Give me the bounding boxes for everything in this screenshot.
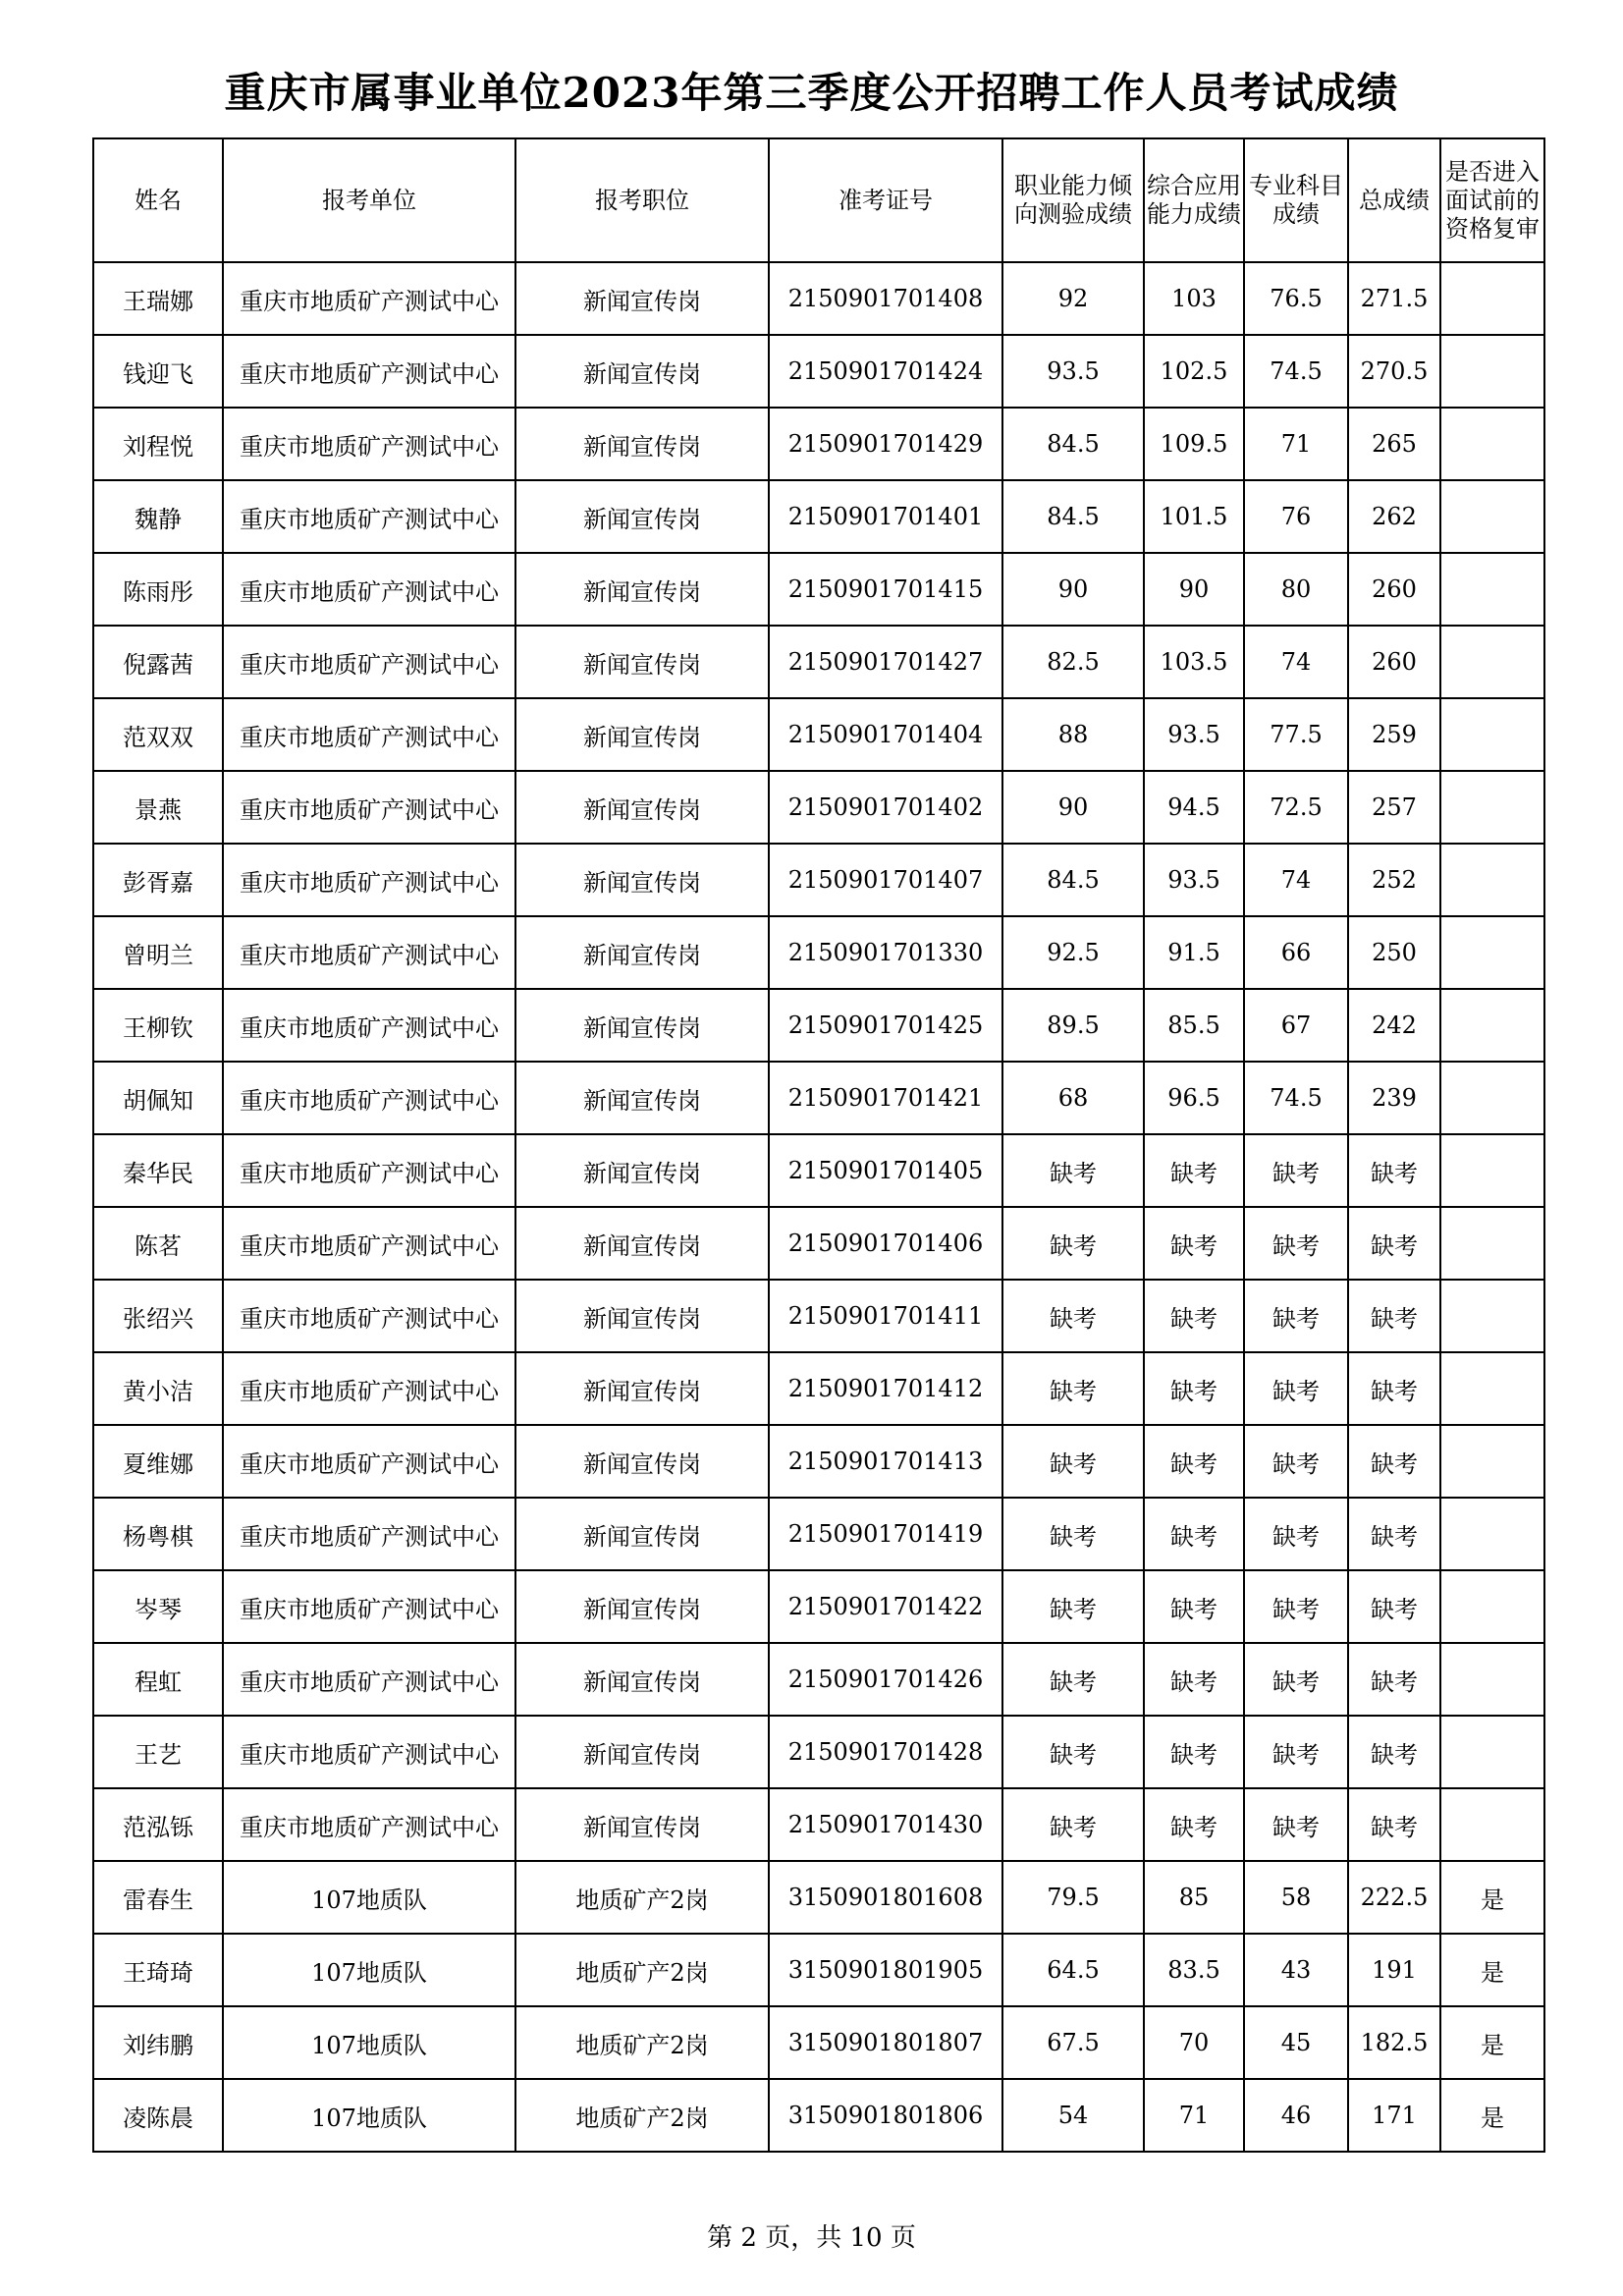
aptitude-score-cell: 79.5 [1002,1861,1144,1934]
table-row [93,1861,1544,1934]
ticket-number-cell: 2150901701426 [769,1643,1002,1716]
specialty-score-cell: 77.5 [1244,698,1348,771]
total-score-cell: 缺考 [1348,1716,1440,1788]
aptitude-score-cell: 89.5 [1002,989,1144,1062]
total-score-cell: 259 [1348,698,1440,771]
name-cell: 张绍兴 [93,1280,223,1352]
specialty-score-cell: 缺考 [1244,1207,1348,1280]
position-cell: 地质矿产2岗 [515,2006,769,2079]
specialty-score-cell: 43 [1244,1934,1348,2006]
specialty-score-cell: 74 [1244,626,1348,698]
position-cell: 新闻宣传岗 [515,553,769,626]
table-row [93,553,1544,626]
table-row [93,262,1544,335]
position-cell: 新闻宣传岗 [515,1788,769,1861]
ticket-number-cell: 3150901801905 [769,1934,1002,2006]
unit-cell: 重庆市地质矿产测试中心 [223,408,515,480]
comprehensive-score-cell: 103.5 [1144,626,1244,698]
position-cell: 新闻宣传岗 [515,916,769,989]
unit-cell: 重庆市地质矿产测试中心 [223,1716,515,1788]
qualification-review-cell [1440,262,1544,335]
specialty-score-cell: 72.5 [1244,771,1348,844]
aptitude-score-cell: 92.5 [1002,916,1144,989]
unit-cell: 重庆市地质矿产测试中心 [223,1280,515,1352]
specialty-score-cell: 71 [1244,408,1348,480]
comprehensive-score-cell: 103 [1144,262,1244,335]
table-row [93,1934,1544,2006]
name-cell: 夏维娜 [93,1425,223,1498]
ticket-number-cell: 2150901701405 [769,1134,1002,1207]
unit-cell: 重庆市地质矿产测试中心 [223,698,515,771]
comprehensive-score-cell: 90 [1144,553,1244,626]
position-cell: 新闻宣传岗 [515,1716,769,1788]
total-score-cell: 239 [1348,1062,1440,1134]
aptitude-score-cell: 84.5 [1002,408,1144,480]
aptitude-score-cell: 缺考 [1002,1716,1144,1788]
comprehensive-score-cell: 94.5 [1144,771,1244,844]
aptitude-score-cell: 缺考 [1002,1643,1144,1716]
aptitude-score-cell: 68 [1002,1062,1144,1134]
qualification-review-cell [1440,1134,1544,1207]
name-cell: 钱迎飞 [93,335,223,408]
qualification-review-cell [1440,1643,1544,1716]
name-cell: 陈雨彤 [93,553,223,626]
comprehensive-score-cell: 109.5 [1144,408,1244,480]
comprehensive-score-cell: 缺考 [1144,1134,1244,1207]
unit-cell: 重庆市地质矿产测试中心 [223,989,515,1062]
total-score-cell: 250 [1348,916,1440,989]
name-cell: 范双双 [93,698,223,771]
aptitude-score-cell: 缺考 [1002,1425,1144,1498]
header-specialty-score: 专业科目成绩 [1244,138,1348,262]
qualification-review-cell [1440,1716,1544,1788]
position-cell: 新闻宣传岗 [515,335,769,408]
position-cell: 新闻宣传岗 [515,1352,769,1425]
total-score-cell: 262 [1348,480,1440,553]
unit-cell: 重庆市地质矿产测试中心 [223,1352,515,1425]
total-score-cell: 182.5 [1348,2006,1440,2079]
name-cell: 胡佩知 [93,1062,223,1134]
ticket-number-cell: 3150901801807 [769,2006,1002,2079]
qualification-review-cell [1440,1207,1544,1280]
unit-cell: 重庆市地质矿产测试中心 [223,553,515,626]
ticket-number-cell: 2150901701401 [769,480,1002,553]
aptitude-score-cell: 缺考 [1002,1280,1144,1352]
comprehensive-score-cell: 102.5 [1144,335,1244,408]
total-score-cell: 缺考 [1348,1280,1440,1352]
specialty-score-cell: 58 [1244,1861,1348,1934]
aptitude-score-cell: 缺考 [1002,1498,1144,1570]
qualification-review-cell [1440,844,1544,916]
position-cell: 新闻宣传岗 [515,1280,769,1352]
aptitude-score-cell: 90 [1002,771,1144,844]
ticket-number-cell: 2150901701421 [769,1062,1002,1134]
ticket-number-cell: 2150901701415 [769,553,1002,626]
qualification-review-cell [1440,408,1544,480]
total-score-cell: 缺考 [1348,1352,1440,1425]
comprehensive-score-cell: 85.5 [1144,989,1244,1062]
qualification-review-cell [1440,916,1544,989]
total-score-cell: 265 [1348,408,1440,480]
total-score-cell: 257 [1348,771,1440,844]
aptitude-score-cell: 92 [1002,262,1144,335]
comprehensive-score-cell: 缺考 [1144,1570,1244,1643]
total-score-cell: 222.5 [1348,1861,1440,1934]
qualification-review-cell: 是 [1440,2079,1544,2152]
position-cell: 新闻宣传岗 [515,408,769,480]
table-row [93,698,1544,771]
qualification-review-cell [1440,1425,1544,1498]
table-header-row [93,138,1544,262]
comprehensive-score-cell: 93.5 [1144,698,1244,771]
comprehensive-score-cell: 缺考 [1144,1716,1244,1788]
ticket-number-cell: 2150901701404 [769,698,1002,771]
score-table [92,137,1545,2153]
comprehensive-score-cell: 101.5 [1144,480,1244,553]
header-total-score: 总成绩 [1348,138,1440,262]
unit-cell: 重庆市地质矿产测试中心 [223,1207,515,1280]
ticket-number-cell: 2150901701424 [769,335,1002,408]
table-row [93,408,1544,480]
comprehensive-score-cell: 96.5 [1144,1062,1244,1134]
total-score-cell: 缺考 [1348,1425,1440,1498]
ticket-number-cell: 2150901701428 [769,1716,1002,1788]
total-score-cell: 缺考 [1348,1498,1440,1570]
header-comprehensive-score: 综合应用能力成绩 [1144,138,1244,262]
position-cell: 新闻宣传岗 [515,698,769,771]
ticket-number-cell: 2150901701411 [769,1280,1002,1352]
table-row [93,626,1544,698]
specialty-score-cell: 76 [1244,480,1348,553]
position-cell: 新闻宣传岗 [515,1134,769,1207]
name-cell: 杨粤棋 [93,1498,223,1570]
ticket-number-cell: 2150901701429 [769,408,1002,480]
unit-cell: 重庆市地质矿产测试中心 [223,262,515,335]
comprehensive-score-cell: 缺考 [1144,1788,1244,1861]
unit-cell: 重庆市地质矿产测试中心 [223,916,515,989]
specialty-score-cell: 缺考 [1244,1280,1348,1352]
specialty-score-cell: 74.5 [1244,1062,1348,1134]
total-score-cell: 252 [1348,844,1440,916]
position-cell: 新闻宣传岗 [515,1425,769,1498]
unit-cell: 重庆市地质矿产测试中心 [223,1498,515,1570]
unit-cell: 107地质队 [223,1861,515,1934]
aptitude-score-cell: 84.5 [1002,480,1144,553]
qualification-review-cell [1440,1280,1544,1352]
ticket-number-cell: 2150901701407 [769,844,1002,916]
specialty-score-cell: 缺考 [1244,1570,1348,1643]
position-cell: 新闻宣传岗 [515,771,769,844]
total-score-cell: 270.5 [1348,335,1440,408]
table-row [93,1062,1544,1134]
table-row [93,1134,1544,1207]
specialty-score-cell: 缺考 [1244,1643,1348,1716]
header-position: 报考职位 [515,138,769,262]
ticket-number-cell: 2150901701419 [769,1498,1002,1570]
position-cell: 新闻宣传岗 [515,844,769,916]
ticket-number-cell: 2150901701406 [769,1207,1002,1280]
qualification-review-cell [1440,771,1544,844]
unit-cell: 重庆市地质矿产测试中心 [223,1425,515,1498]
name-cell: 陈茗 [93,1207,223,1280]
specialty-score-cell: 缺考 [1244,1498,1348,1570]
table-row [93,1207,1544,1280]
page-title: 重庆市属事业单位2023年第三季度公开招聘工作人员考试成绩 [224,69,1399,117]
name-cell: 岑琴 [93,1570,223,1643]
comprehensive-score-cell: 93.5 [1144,844,1244,916]
aptitude-score-cell: 84.5 [1002,844,1144,916]
ticket-number-cell: 2150901701422 [769,1570,1002,1643]
unit-cell: 重庆市地质矿产测试中心 [223,771,515,844]
position-cell: 新闻宣传岗 [515,1570,769,1643]
page-number: 第 2 页，共 10 页 [707,2223,916,2253]
total-score-cell: 缺考 [1348,1570,1440,1643]
ticket-number-cell: 2150901701412 [769,1352,1002,1425]
ticket-number-cell: 3150901801806 [769,2079,1002,2152]
ticket-number-cell: 2150901701408 [769,262,1002,335]
name-cell: 曾明兰 [93,916,223,989]
table-row [93,1643,1544,1716]
name-cell: 倪露茜 [93,626,223,698]
total-score-cell: 缺考 [1348,1134,1440,1207]
table-row [93,1425,1544,1498]
table-row [93,2079,1544,2152]
position-cell: 新闻宣传岗 [515,1643,769,1716]
position-cell: 地质矿产2岗 [515,2079,769,2152]
qualification-review-cell: 是 [1440,1934,1544,2006]
specialty-score-cell: 74.5 [1244,335,1348,408]
position-cell: 地质矿产2岗 [515,1934,769,2006]
qualification-review-cell [1440,989,1544,1062]
aptitude-score-cell: 88 [1002,698,1144,771]
qualification-review-cell [1440,1498,1544,1570]
unit-cell: 重庆市地质矿产测试中心 [223,1643,515,1716]
specialty-score-cell: 缺考 [1244,1352,1348,1425]
name-cell: 王柳钦 [93,989,223,1062]
header-name: 姓名 [93,138,223,262]
specialty-score-cell: 缺考 [1244,1716,1348,1788]
aptitude-score-cell: 缺考 [1002,1352,1144,1425]
specialty-score-cell: 80 [1244,553,1348,626]
unit-cell: 重庆市地质矿产测试中心 [223,1134,515,1207]
total-score-cell: 191 [1348,1934,1440,2006]
name-cell: 刘纬鹏 [93,2006,223,2079]
table-row [93,989,1544,1062]
name-cell: 彭胥嘉 [93,844,223,916]
name-cell: 王艺 [93,1716,223,1788]
comprehensive-score-cell: 缺考 [1144,1498,1244,1570]
total-score-cell: 242 [1348,989,1440,1062]
name-cell: 王瑞娜 [93,262,223,335]
aptitude-score-cell: 82.5 [1002,626,1144,698]
qualification-review-cell: 是 [1440,2006,1544,2079]
unit-cell: 重庆市地质矿产测试中心 [223,1570,515,1643]
unit-cell: 重庆市地质矿产测试中心 [223,480,515,553]
unit-cell: 重庆市地质矿产测试中心 [223,1788,515,1861]
unit-cell: 107地质队 [223,2006,515,2079]
aptitude-score-cell: 缺考 [1002,1134,1144,1207]
header-unit: 报考单位 [223,138,515,262]
comprehensive-score-cell: 缺考 [1144,1643,1244,1716]
total-score-cell: 缺考 [1348,1788,1440,1861]
table-row [93,916,1544,989]
specialty-score-cell: 46 [1244,2079,1348,2152]
table-row [93,1352,1544,1425]
position-cell: 新闻宣传岗 [515,626,769,698]
specialty-score-cell: 缺考 [1244,1425,1348,1498]
qualification-review-cell [1440,1352,1544,1425]
total-score-cell: 缺考 [1348,1207,1440,1280]
total-score-cell: 缺考 [1348,1643,1440,1716]
header-qualification-review: 是否进入面试前的资格复审 [1440,138,1544,262]
aptitude-score-cell: 缺考 [1002,1788,1144,1861]
ticket-number-cell: 2150901701430 [769,1788,1002,1861]
qualification-review-cell [1440,335,1544,408]
qualification-review-cell [1440,1788,1544,1861]
qualification-review-cell [1440,480,1544,553]
aptitude-score-cell: 缺考 [1002,1570,1144,1643]
specialty-score-cell: 66 [1244,916,1348,989]
specialty-score-cell: 缺考 [1244,1788,1348,1861]
total-score-cell: 171 [1348,2079,1440,2152]
ticket-number-cell: 2150901701425 [769,989,1002,1062]
table-row [93,1716,1544,1788]
table-row [93,844,1544,916]
name-cell: 范泓铄 [93,1788,223,1861]
specialty-score-cell: 74 [1244,844,1348,916]
specialty-score-cell: 76.5 [1244,262,1348,335]
unit-cell: 107地质队 [223,1934,515,2006]
unit-cell: 重庆市地质矿产测试中心 [223,626,515,698]
comprehensive-score-cell: 91.5 [1144,916,1244,989]
name-cell: 程虹 [93,1643,223,1716]
ticket-number-cell: 2150901701427 [769,626,1002,698]
unit-cell: 107地质队 [223,2079,515,2152]
name-cell: 黄小洁 [93,1352,223,1425]
qualification-review-cell [1440,698,1544,771]
specialty-score-cell: 67 [1244,989,1348,1062]
name-cell: 秦华民 [93,1134,223,1207]
name-cell: 凌陈晨 [93,2079,223,2152]
ticket-number-cell: 3150901801608 [769,1861,1002,1934]
name-cell: 刘程悦 [93,408,223,480]
comprehensive-score-cell: 缺考 [1144,1207,1244,1280]
table-row [93,480,1544,553]
qualification-review-cell [1440,626,1544,698]
table-row [93,335,1544,408]
table-row [93,2006,1544,2079]
total-score-cell: 260 [1348,553,1440,626]
table-row [93,1280,1544,1352]
aptitude-score-cell: 54 [1002,2079,1144,2152]
comprehensive-score-cell: 缺考 [1144,1352,1244,1425]
position-cell: 新闻宣传岗 [515,1498,769,1570]
position-cell: 新闻宣传岗 [515,1207,769,1280]
position-cell: 新闻宣传岗 [515,480,769,553]
aptitude-score-cell: 93.5 [1002,335,1144,408]
comprehensive-score-cell: 71 [1144,2079,1244,2152]
qualification-review-cell [1440,1570,1544,1643]
table-row [93,1498,1544,1570]
name-cell: 雷春生 [93,1861,223,1934]
specialty-score-cell: 45 [1244,2006,1348,2079]
total-score-cell: 271.5 [1348,262,1440,335]
qualification-review-cell [1440,1062,1544,1134]
ticket-number-cell: 2150901701330 [769,916,1002,989]
table-row [93,771,1544,844]
aptitude-score-cell: 67.5 [1002,2006,1144,2079]
comprehensive-score-cell: 83.5 [1144,1934,1244,2006]
comprehensive-score-cell: 85 [1144,1861,1244,1934]
name-cell: 景燕 [93,771,223,844]
name-cell: 王琦琦 [93,1934,223,2006]
unit-cell: 重庆市地质矿产测试中心 [223,844,515,916]
header-aptitude-score: 职业能力倾向测验成绩 [1002,138,1144,262]
position-cell: 地质矿产2岗 [515,1861,769,1934]
specialty-score-cell: 缺考 [1244,1134,1348,1207]
aptitude-score-cell: 90 [1002,553,1144,626]
position-cell: 新闻宣传岗 [515,262,769,335]
comprehensive-score-cell: 缺考 [1144,1280,1244,1352]
aptitude-score-cell: 64.5 [1002,1934,1144,2006]
aptitude-score-cell: 缺考 [1002,1207,1144,1280]
position-cell: 新闻宣传岗 [515,989,769,1062]
comprehensive-score-cell: 70 [1144,2006,1244,2079]
unit-cell: 重庆市地质矿产测试中心 [223,335,515,408]
unit-cell: 重庆市地质矿产测试中心 [223,1062,515,1134]
table-row [93,1788,1544,1861]
name-cell: 魏静 [93,480,223,553]
ticket-number-cell: 2150901701402 [769,771,1002,844]
qualification-review-cell [1440,553,1544,626]
header-ticket-number: 准考证号 [769,138,1002,262]
ticket-number-cell: 2150901701413 [769,1425,1002,1498]
table-row [93,1570,1544,1643]
total-score-cell: 260 [1348,626,1440,698]
qualification-review-cell: 是 [1440,1861,1544,1934]
position-cell: 新闻宣传岗 [515,1062,769,1134]
comprehensive-score-cell: 缺考 [1144,1425,1244,1498]
